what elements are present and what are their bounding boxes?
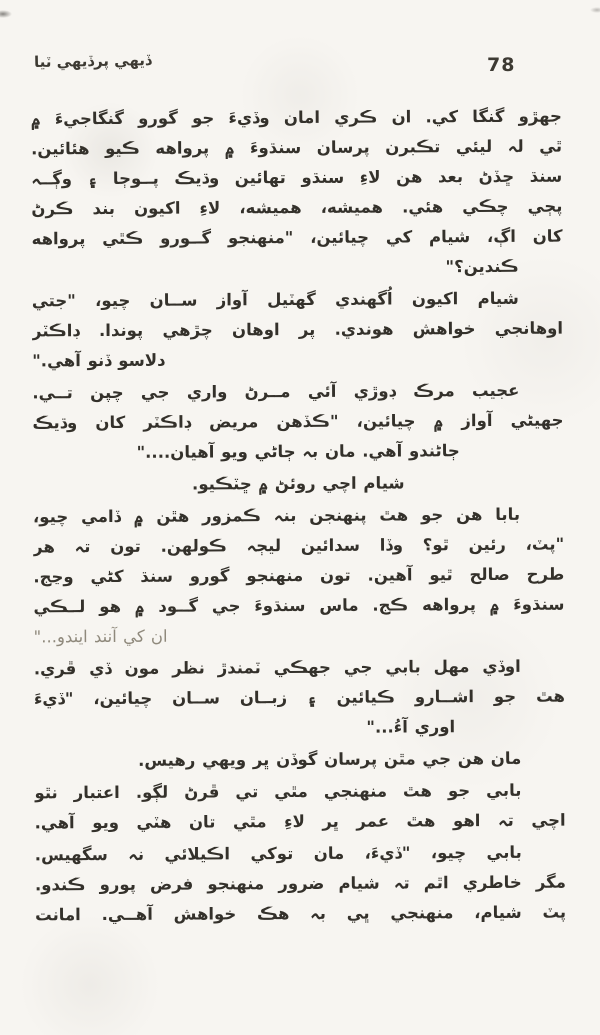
text-line: "پٽ، رئين ٿو؟ وڏا سدائين ليڄہ ڪولهن. تون تہ هر bbox=[33, 534, 565, 557]
text-line: ان کي آنند ايندو..." bbox=[33, 626, 168, 647]
text-line: جهيڻي آواز ۾ چيائين، "ڪڏهن مريض ڊاڪٽر کان وڌيڪ bbox=[32, 410, 564, 433]
paragraph bbox=[33, 500, 565, 653]
paragraph bbox=[34, 652, 565, 745]
text-line: بابي چيو، "ڏيءَ، مان توکي اڪيلائي نہ سگهيس. bbox=[34, 842, 522, 865]
paragraph bbox=[31, 102, 563, 285]
text-line: جهڙو گنگا کي. ان ڪري امان وڏيءَ جو گورو گنگاجيءَ ۾ bbox=[30, 106, 562, 129]
page-number: 78 bbox=[487, 54, 516, 76]
text-line: بابا هن جو هٿ پنهنجن بنہ ڪمزور هٿن ۾ ڏامي چيو، bbox=[32, 504, 521, 527]
paragraph bbox=[34, 744, 565, 777]
text-line: شيام اچي روئڻ ۾ ڇٽڪيو. bbox=[191, 473, 405, 494]
running-header-title: ڏيهي پرڏيهي ٽيا bbox=[33, 50, 152, 72]
text-line: اوهانجي خواهش هوندي. پر اوهان چڙهي پوندا. ڊاڪٽر bbox=[31, 318, 564, 341]
text-line: طرح صالح ٿيو آهين. تون منهنجو گورو سنڌ کڻي وڃج. bbox=[33, 564, 565, 587]
text-line: مگر خاطري اٿم تہ شيام ضرور منهنجو فرض پورو ڪندو. bbox=[34, 872, 566, 895]
text-line: مان هن جي مٿن پرسان گوڏن ڀر ويهي رهيس. bbox=[137, 748, 522, 770]
text-line: سنڌوءَ ۾ پرواهه ڪج. ماس سنڌوءَ جي گــود ۾ هو لــڪي bbox=[33, 594, 565, 617]
text-line: بابي جو هٿ منهنجي مٿي تي ڦرڻ لڳو. اعتبار نٿو bbox=[34, 780, 522, 803]
text-line: کان اڳ، شيام کي چيائين، "منهنجو گــورو ڪٿي پرواهه bbox=[31, 226, 563, 249]
paragraph bbox=[33, 468, 564, 501]
text-line: پڄي چڪي هئي. هميشه، هميشه، لاءِ اکيون بند ڪرڻ bbox=[31, 196, 563, 219]
text-line: پٽ شيام، منهنجي ڀي بہ هڪ خواهش آهــي. امانت bbox=[35, 902, 567, 925]
body-text-block bbox=[31, 102, 566, 931]
text-line: ڪندين؟" bbox=[445, 256, 519, 277]
text-line: شيام اکيون اُگهندي گهٽيل آواز ســان چيو، "جتي bbox=[31, 288, 519, 311]
text-line: سنڌ ڇڏڻ بعد هن لاءِ سنڌو تهائين وڌيڪ پــوڄا ۽ وڳــہ bbox=[31, 166, 563, 189]
text-line: ڄاڻندو آهي. مان بہ ڄاڻي ويو آهيان...." bbox=[136, 441, 460, 462]
text-line: اوڏي مهل بابي جي جهڪي ٽمندڙ نظر مون ڏي ڦري. bbox=[33, 656, 521, 679]
paragraph bbox=[34, 776, 565, 839]
paragraph bbox=[32, 284, 563, 377]
text-line: دلاسو ڏنو آهي." bbox=[32, 350, 166, 371]
paragraph bbox=[35, 838, 566, 931]
paragraph bbox=[32, 376, 563, 469]
text-line: اچي تہ اهو هٿ عمر ڀر لاءِ مٿي تان هٽي ويو آهي. bbox=[34, 810, 566, 833]
text-line: ٿي لہ ليئي تڪبرن پرسان سنڌوءَ ۾ پرواهه ڪيو هئائين. bbox=[31, 136, 563, 159]
text-line: هٿ جو اشــارو ڪيائين ۽ زبــان ســان چيائين، "ڏيءَ bbox=[33, 686, 565, 709]
text-line: عجيب مرڪ ڊوڙي آئي مــرڻ واري جي چپن تــي. bbox=[32, 380, 520, 403]
text-line: اوري آءُ..." bbox=[366, 717, 456, 737]
